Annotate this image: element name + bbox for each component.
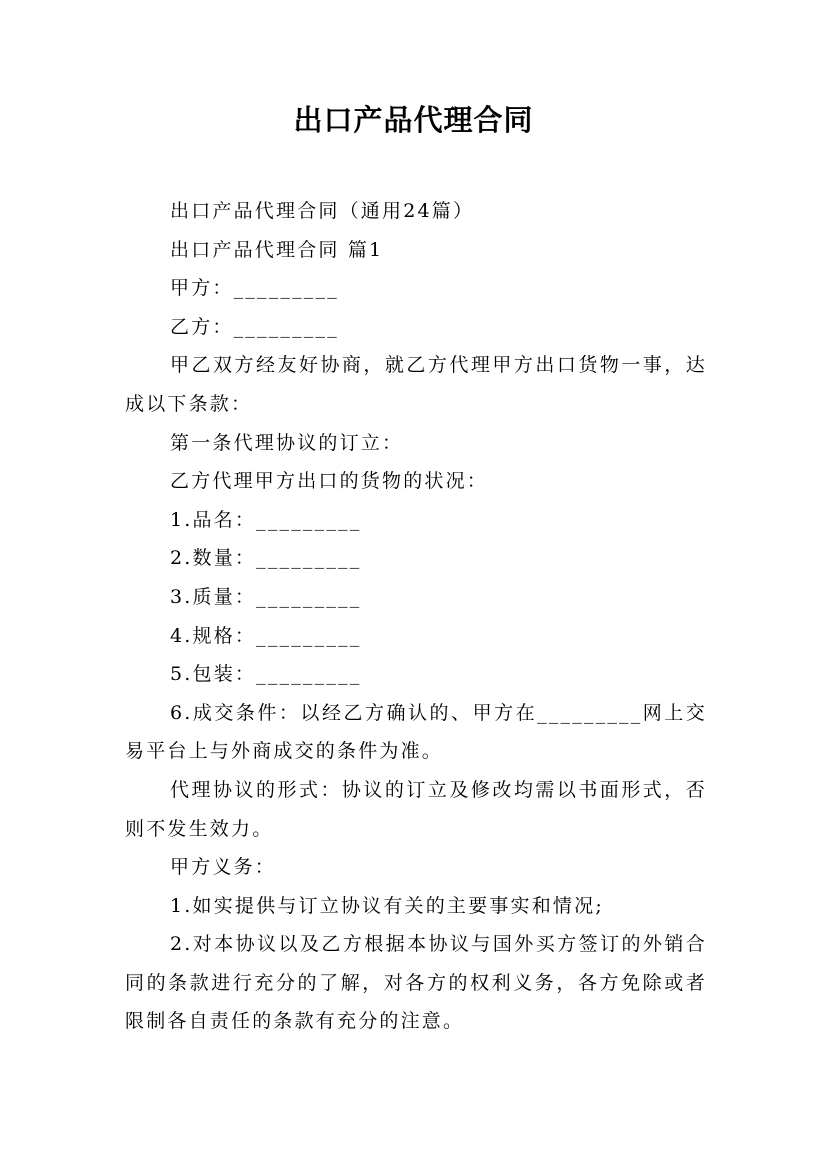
paragraph-party-a: 甲方：_________	[170, 277, 339, 300]
paragraph-agreement-form: 代理协议的形式：协议的订立及修改均需以书面形式，否则不发生效力。	[125, 778, 707, 840]
paragraph-party-b: 乙方：_________	[170, 315, 339, 338]
paragraph-preamble: 甲乙双方经友好协商，就乙方代理甲方出口货物一事，达成以下条款：	[125, 354, 707, 415]
paragraph-item-packaging: 5.包装：_________	[170, 663, 362, 686]
paragraph-obligation-2: 2.对本协议以及乙方根据本协议与国外买方签订的外销合同的条款进行充分的了解，对各方的权利义务，各方免除或者限制各自责任的条款有充分的注意。	[125, 933, 707, 1033]
paragraph-obligation-1: 1.如实提供与订立协议有关的主要事实和情况;	[170, 894, 604, 917]
paragraph-subtitle: 出口产品代理合同（通用24篇）	[170, 200, 475, 222]
document-body	[125, 192, 707, 1041]
paragraph-item-terms: 6.成交条件：以经乙方确认的、甲方在_________网上交易平台上与外商成交的条件为准。	[125, 701, 707, 763]
paragraph-item-quantity: 2.数量：_________	[170, 547, 362, 570]
paragraph-item-quality: 3.质量：_________	[170, 585, 362, 608]
paragraph-party-a-obligations: 甲方义务：	[170, 856, 277, 879]
paragraph-goods-status: 乙方代理甲方出口的货物的状况：	[170, 470, 489, 493]
paragraph-item-name: 1.品名：_________	[170, 508, 362, 531]
paragraph-article-1: 第一条代理协议的订立：	[170, 431, 404, 454]
document-title: 出口产品代理合同	[293, 103, 534, 137]
paragraph-section-heading: 出口产品代理合同 篇1	[170, 238, 384, 261]
paragraph-item-spec: 4.规格：_________	[170, 624, 362, 647]
